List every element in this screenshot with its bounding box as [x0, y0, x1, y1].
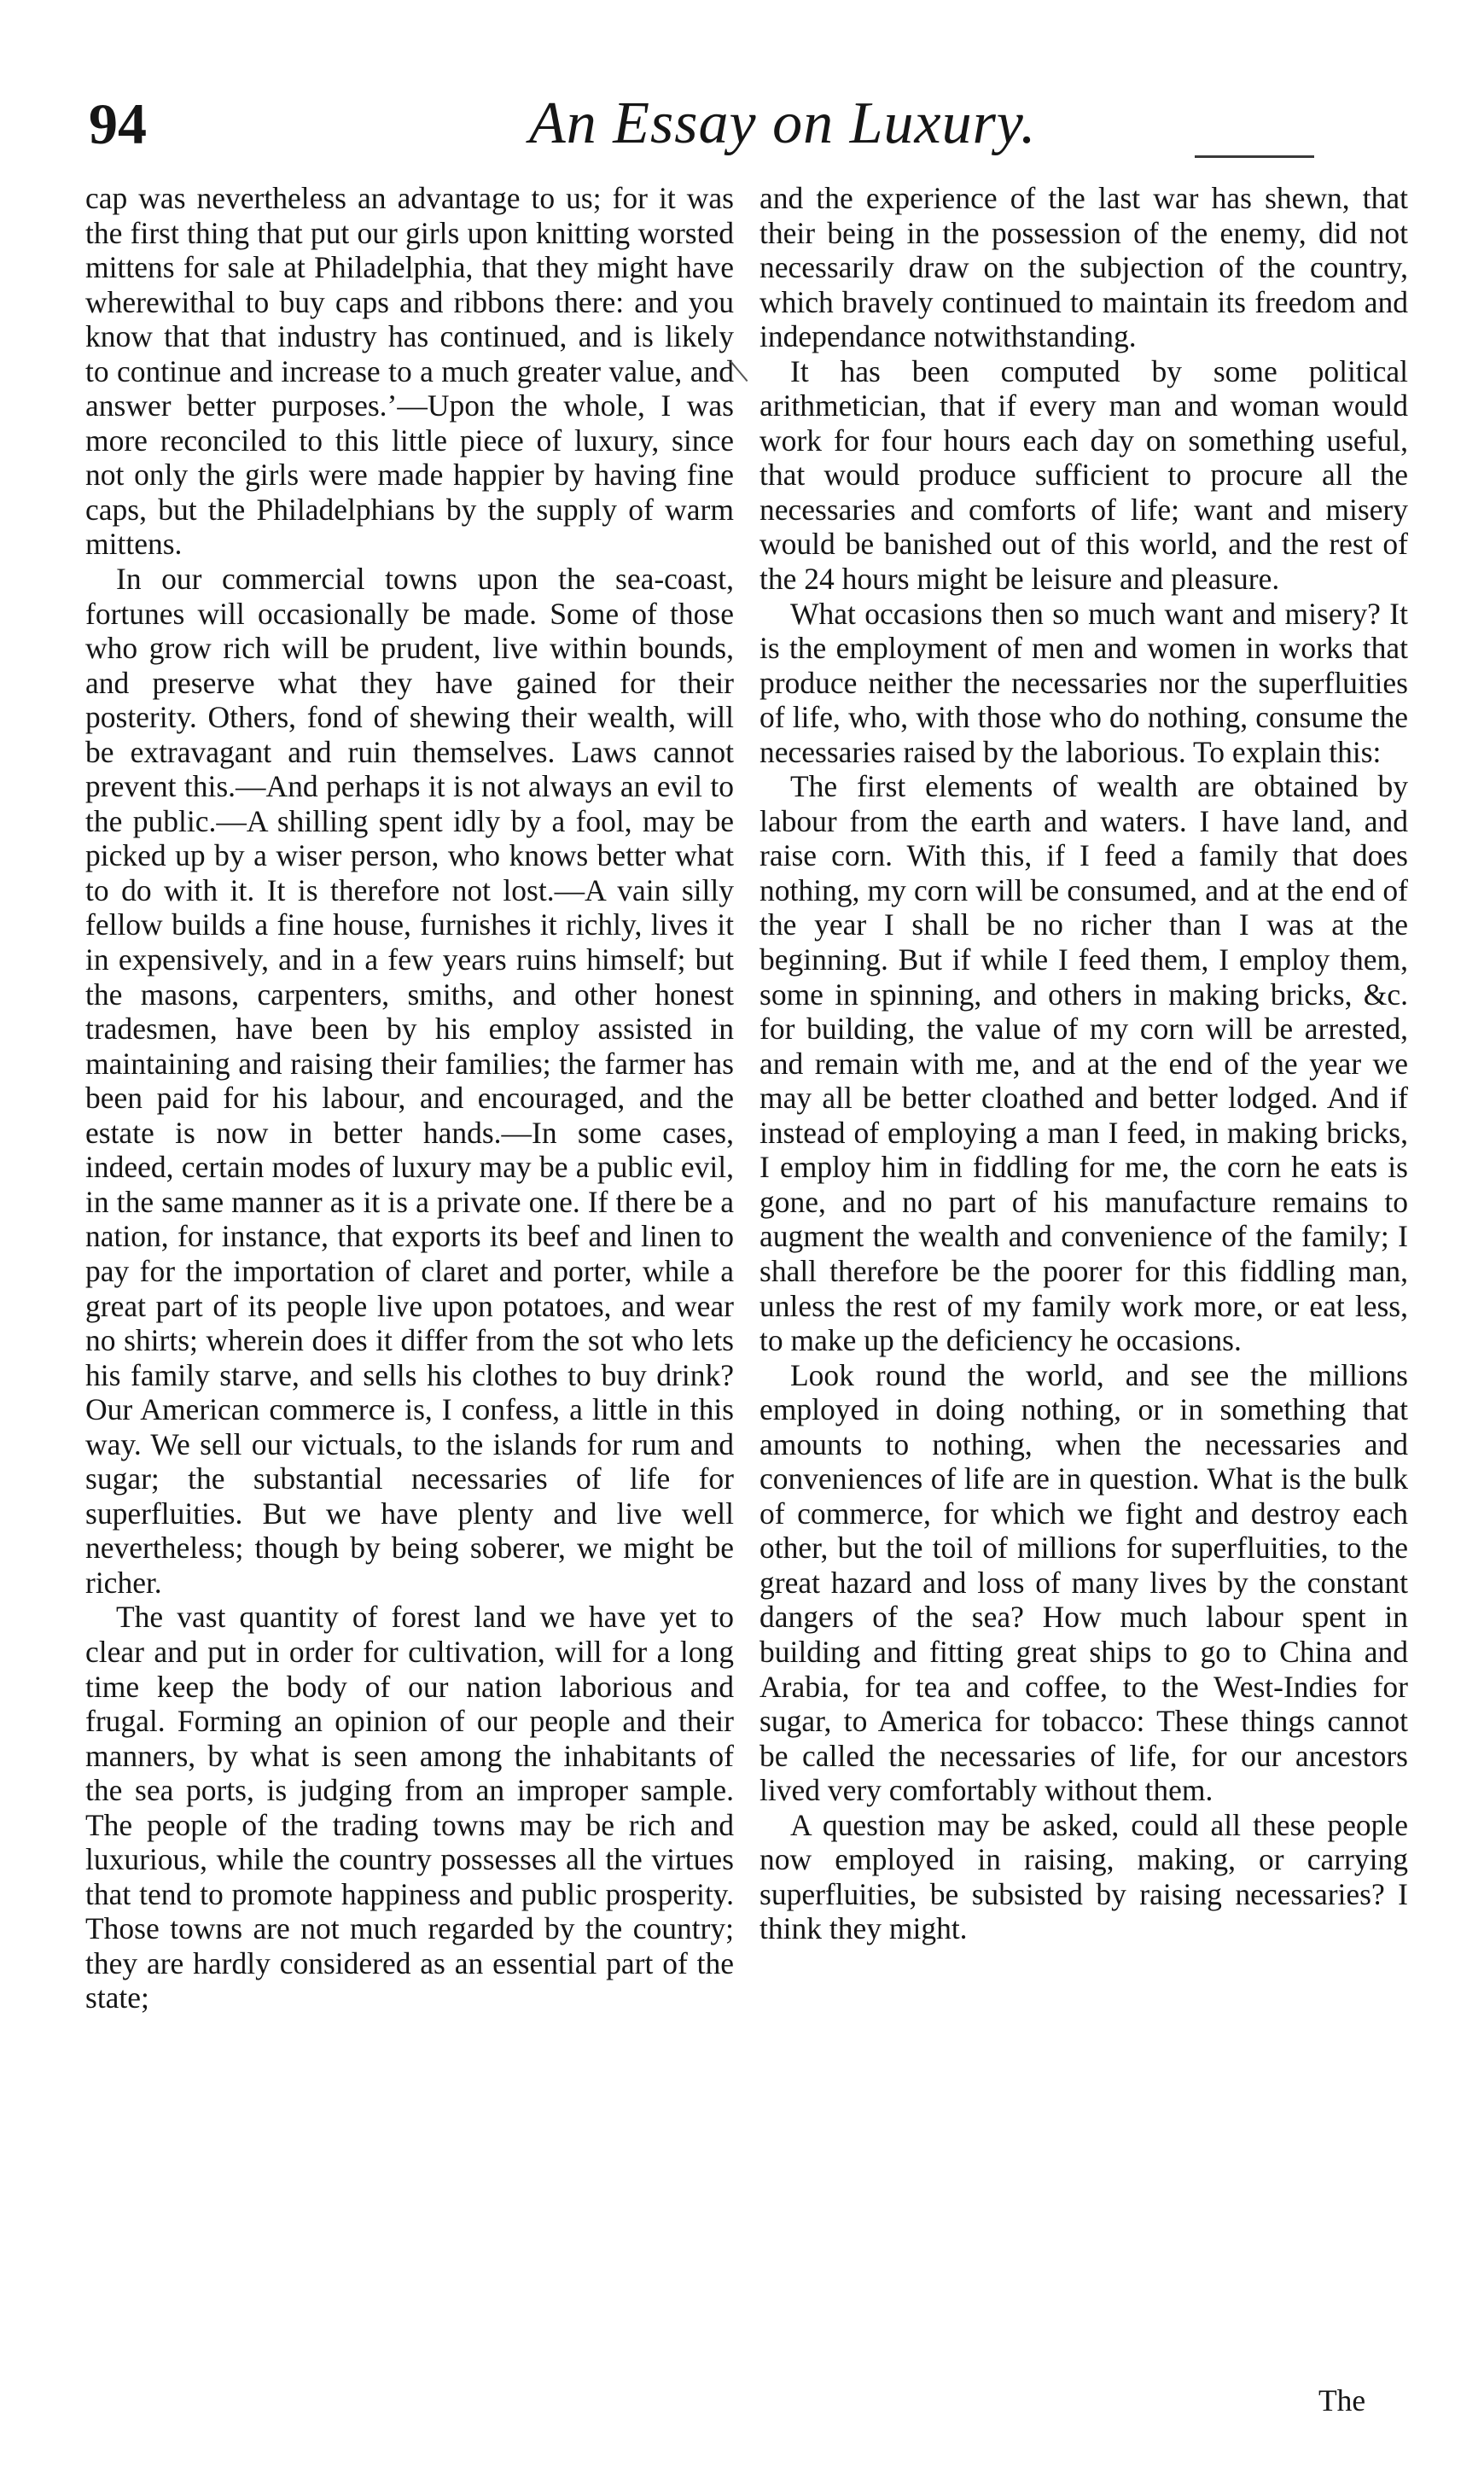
paragraph: It has been computed by some political arithmetician, that if every man and woman would work for four hours each day on something useful, that would produce sufficient to procure all the necessaries and comforts of life; want and misery would be banished out of this world, and the rest of the 24 hours might be leisure and pleasure.	[759, 353, 1408, 597]
page-number: 94	[89, 91, 147, 156]
header-rule	[1195, 155, 1314, 158]
paragraph: In our commercial towns upon the sea-coast, fortunes will occasionally be made. Some of those who grow rich will be prudent, live within bounds, and preserve what they have gained for their posterity. Others, fond of shewing their wealth, will be extravagant and ruin themselves. Laws cannot prevent this.—And perhaps it is not always an evil to the public.—A shilling spent idly by a fool, may be picked up by a wiser person, who knows better what to do with it. It is therefore not lost.—A vain silly fellow builds a fine house, furnishes it richly, lives it in expensively, and in a few years ruins himself; but the masons, carpenters, smiths, and other honest tradesmen, have been by his employ assisted in maintaining and raising their families; the farmer has been paid for his labour, and encouraged, and the estate is now in better hands.—In some cases, indeed, certain modes of luxury may be a public evil, in the same manner as it is a private one. If there be a nation, for instance, that exports its beef and linen to pay for the importation of claret and porter, while a great part of its people live upon potatoes, and wear no shirts; wherein does it differ from the sot who lets his family starve, and sells his clothes to buy drink? Our American commerce is, I confess, a little in this way. We sell our victuals, to the islands for rum and sugar; the substantial necessaries of life for superfluities. But we have plenty and live well nevertheless; though by being soberer, we might be richer.	[85, 562, 734, 1600]
paragraph: and the experience of the last war has shewn, that their being in the possession of the enemy, did not necessarily draw on the subjection of the country, which bravely continued to maintain its freedom and independance notwithstanding.	[759, 181, 1408, 354]
running-title: An Essay on Luxury.	[529, 90, 1037, 156]
paragraph: Look round the world, and see the millions employed in doing nothing, or in something that amounts to nothing, when the necessaries and conveniences of life are in question. What is the bulk of commerce, for which we fight and destroy each other, but the toil of millions for superfluities, to the great hazard and loss of many lives by the constant dangers of the sea? How much labour spent in building and fitting great ships to go to China and Arabia, for tea and coffee, to the West-Indies for sugar, to America for tobacco: These things cannot be called the necessaries of life, for our ancestors lived very comfortably without them.	[759, 1357, 1408, 1808]
left-column	[85, 181, 734, 2400]
paragraph: cap was nevertheless an advantage to us; for it was the first thing that put our girls upon knitting worsted mittens for sale at Philadelphia, that they might have wherewithal to buy caps and ribbons there: and you know that that industry has continued, and is likely to continue and increase to a much greater value, and answer better purposes.’—Upon the whole, I was more reconciled to this little piece of luxury, since not only the girls were made happier by having fine caps, but the Philadelphians by the supply of warm mittens.	[85, 181, 734, 562]
paragraph: What occasions then so much want and misery? It is the employment of men and women in works that produce neither the necessaries nor the superfluities of life, who, with those who do nothing, consume the necessaries raised by the laborious. To explain this:	[759, 596, 1408, 769]
paragraph: The vast quantity of forest land we have yet to clear and put in order for cultivation, will for a long time keep the body of our nation laborious and frugal. Forming an opinion of our people and their manners, by what is seen among the inhabitants of the sea ports, is judging from an improper sample. The people of the trading towns may be rich and luxurious, while the country possesses all the virtues that tend to promote happiness and public prosperity. Those towns are not much regarded by the country; they are hardly considered as an essential part of the state;	[85, 1600, 734, 2015]
right-column	[759, 181, 1408, 2400]
paragraph: The first elements of wealth are obtained by labour from the earth and waters. I have land, and raise corn. With this, if I feed a family that does nothing, my corn will be consumed, and at the end of the year I shall be no richer than I was at the beginning. But if while I feed them, I employ them, some in spinning, and others in making bricks, &c. for building, the value of my corn will be arrested, and remain with me, and at the end of the year we may all be better cloathed and better lodged. And if instead of employing a man I feed, in making bricks, I employ him in fiddling for me, the corn he eats is gone, and no part of his manufacture remains to augment the wealth and convenience of the family; I shall therefore be the poorer for this fiddling man, unless the rest of my family work more, or eat less, to make up the deficiency he occasions.	[759, 769, 1408, 1358]
page-header	[51, 85, 1382, 162]
paragraph: A question may be asked, could all these people now employed in raising, making, or carrying superfluities, be subsisted by raising necessaries? I think they might.	[759, 1807, 1408, 1946]
catchword: The	[1318, 2383, 1366, 2417]
